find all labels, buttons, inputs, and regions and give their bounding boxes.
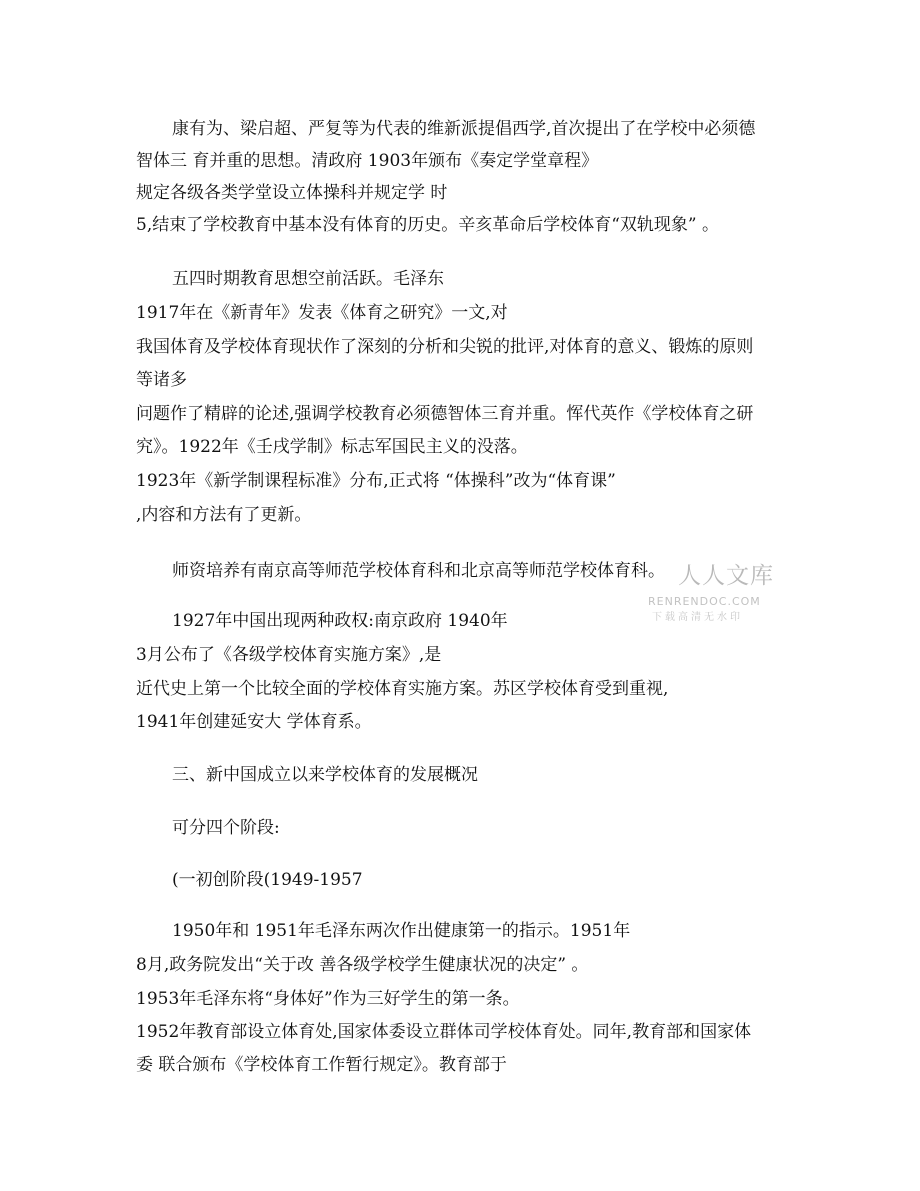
text-line-6: 1917年在《新青年》发表《体育之研究》一文,对: [136, 303, 508, 323]
watermark-title: 人人文库: [678, 563, 774, 589]
text-line-22: 8月,政务院发出“关于改 善各级学校学生健康状况的决定” 。: [136, 955, 589, 975]
text-line-14: 1927年中国出现两种政权:南京政府 1940年: [172, 611, 508, 631]
text-line-7: 我国体育及学校体育现状作了深刻的分析和尖锐的批评,对体育的意义、锻炼的原则: [136, 337, 754, 357]
text-line-17: 1941年创建延安大 学体育系。: [136, 712, 372, 732]
text-line-3: 规定各级各类学堂设立体操科并规定学 时: [136, 183, 448, 203]
text-line-11: 1923年《新学制课程标准》分布,正式将 “体操科”改为“体育课”: [136, 471, 616, 491]
text-line-21: 1950年和 1951年毛泽东两次作出健康第一的指示。1951年: [172, 921, 631, 941]
text-line-4: 5,结束了学校教育中基本没有体育的历史。辛亥革命后学校体育“双轨现象” 。: [136, 215, 720, 235]
watermark-logo: [640, 562, 780, 632]
text-line-9: 问题作了精辟的论述,强调学校教育必须德智体三育并重。恽代英作《学校体育之研: [136, 404, 754, 424]
text-line-23: 1953年毛泽东将“身体好”作为三好学生的第一条。: [136, 989, 520, 1009]
text-line-5: 五四时期教育思想空前活跃。毛泽东: [172, 269, 444, 289]
text-line-8: 等诸多: [136, 370, 187, 390]
text-line-13: 师资培养有南京高等师范学校体育科和北京高等师范学校体育科。: [172, 561, 665, 581]
subsection-heading: (一初创阶段(1949-1957: [172, 870, 363, 890]
text-line-10: 究》。1922年《壬戌学制》标志军国民主义的没落。: [136, 437, 528, 457]
text-line-24: 1952年教育部设立体育处,国家体委设立群体司学校体育处。同年,教育部和国家体: [136, 1022, 752, 1042]
text-line-25: 委 联合颁布《学校体育工作暂行规定》。教育部于: [136, 1055, 507, 1075]
text-line-1: 康有为、梁启超、严复等为代表的维新派提倡西学,首次提出了在学校中必须德: [172, 119, 756, 139]
text-line-15: 3月公布了《各级学校体育实施方案》,是: [136, 645, 442, 665]
text-line-19: 可分四个阶段:: [172, 818, 280, 838]
text-line-16: 近代史上第一个比较全面的学校体育实施方案。苏区学校体育受到重视,: [136, 679, 669, 699]
watermark-domain: RENRENDOC.COM: [648, 595, 761, 608]
watermark-tagline: 下载高清无水印: [652, 612, 743, 623]
text-line-2: 智体三 育并重的思想。清政府 1903年颁布《奏定学堂章程》: [136, 151, 599, 171]
section-heading: 三、新中国成立以来学校体育的发展概况: [172, 765, 478, 785]
text-line-12: ,内容和方法有了更新。: [136, 505, 312, 525]
